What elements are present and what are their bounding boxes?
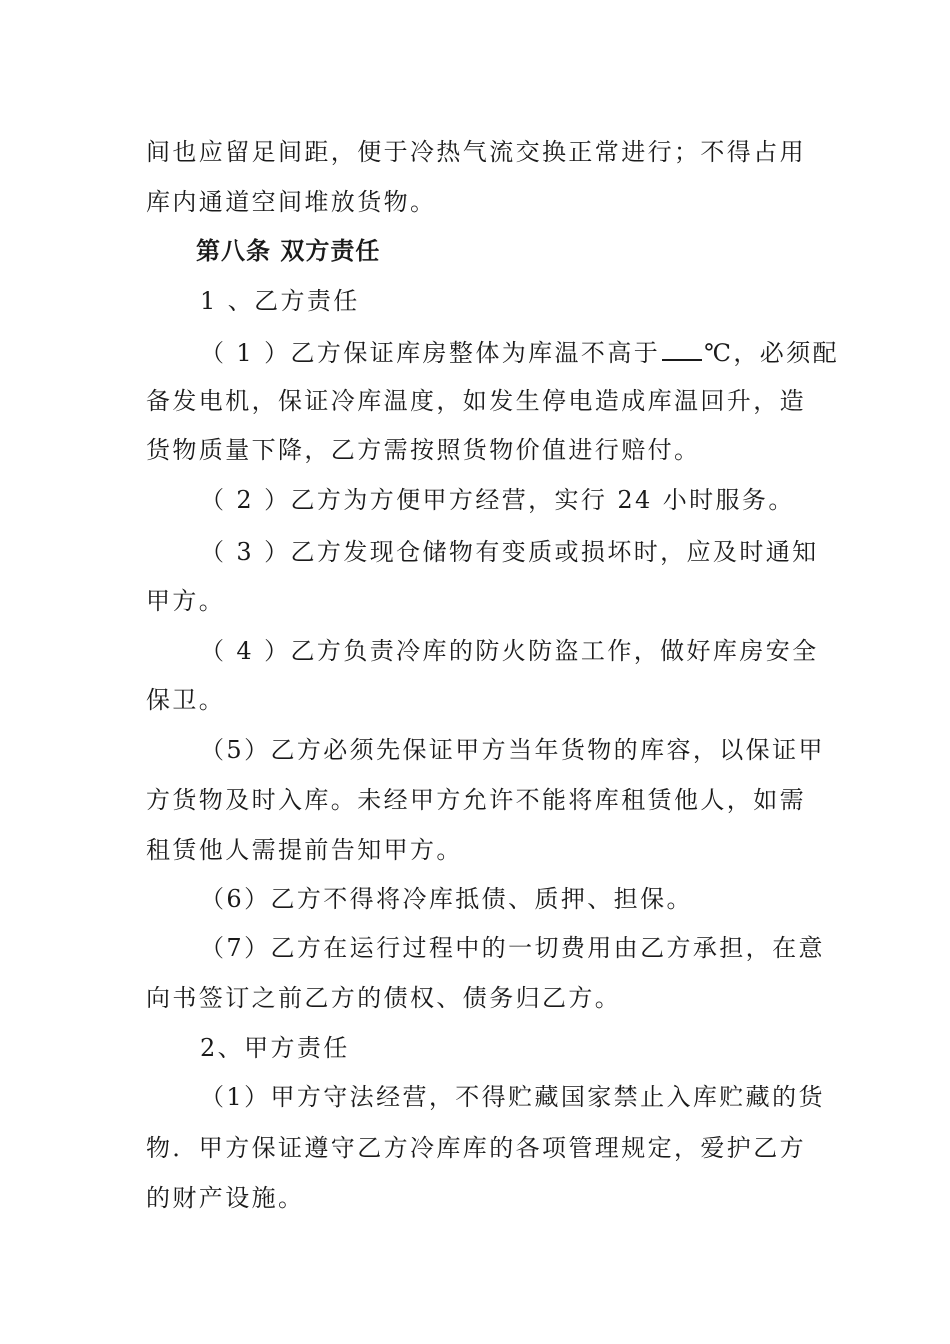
paragraph-line: 向书签订之前乙方的债权、债务归乙方。 xyxy=(146,984,622,1012)
paragraph-line: 间也应留足间距，便于冷热气流交换正常进行；不得占用 xyxy=(146,138,806,166)
section-heading: 1 、乙方责任 xyxy=(200,287,360,315)
article-heading: 第八条 双方责任 xyxy=(196,237,381,265)
paragraph-line: 库内通道空间堆放货物。 xyxy=(146,188,437,216)
clause-text: ℃，必须配 xyxy=(704,339,839,367)
paragraph-line: （ 4 ）乙方负责冷库的防火防盗工作，做好库房安全 xyxy=(200,637,819,665)
paragraph-line: （ 3 ）乙方发现仓储物有变质或损坏时，应及时通知 xyxy=(200,538,819,566)
paragraph-line: （1）甲方守法经营，不得贮藏国家禁止入库贮藏的货 xyxy=(200,1083,825,1111)
paragraph-line: （5）乙方必须先保证甲方当年货物的库容，以保证甲 xyxy=(200,736,825,764)
paragraph-line: 物．甲方保证遵守乙方冷库库的各项管理规定，爱护乙方 xyxy=(146,1134,806,1162)
paragraph-line: （6）乙方不得将冷库抵债、质押、担保。 xyxy=(200,885,693,913)
paragraph-line: 租赁他人需提前告知甲方。 xyxy=(146,836,463,864)
paragraph-line: （7）乙方在运行过程中的一切费用由乙方承担，在意 xyxy=(200,934,825,962)
fill-in-blank xyxy=(662,337,702,361)
section-heading: 2、甲方责任 xyxy=(200,1034,350,1062)
paragraph-line: 备发电机，保证冷库温度，如发生停电造成库温回升，造 xyxy=(146,387,806,415)
paragraph-line: 的财产设施。 xyxy=(146,1184,305,1212)
paragraph-line xyxy=(200,337,839,368)
paragraph-line: （ 2 ）乙方为方便甲方经营，实行 24 小时服务。 xyxy=(200,486,795,514)
paragraph-line: 货物质量下降，乙方需按照货物价值进行赔付。 xyxy=(146,436,701,464)
paragraph-line: 甲方。 xyxy=(146,587,226,615)
paragraph-line: 保卫。 xyxy=(146,686,226,714)
paragraph-line: 方货物及时入库。未经甲方允许不能将库租赁他人，如需 xyxy=(146,786,806,814)
clause-text: （ 1 ）乙方保证库房整体为库温不高于 xyxy=(200,339,661,367)
